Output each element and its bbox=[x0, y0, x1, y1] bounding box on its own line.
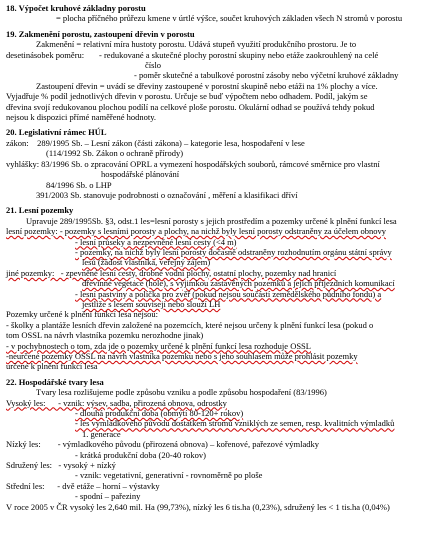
section-22-text: - vznik: vegetativní, generativní - rovnoměrně po ploše bbox=[75, 470, 263, 481]
section-21-text: - lesní pastviny a políčka pro zvěř (pokud nejsou součástí zemědělského půdního fondu) a bbox=[75, 288, 382, 299]
section-19-text: Zastoupení dřevin = uvádí se dřeviny zastoupené v porostní skupině nebo etáži na 1% plochy a více. bbox=[36, 80, 378, 91]
section-21-text: - v pochybnostech o tom, zda jde o pozemky určené k plnění funkcí lesa rozhoduje OSSL bbox=[6, 340, 311, 351]
section-22-text: Nízký les: - výmladkového původu (přirozená obnova) – kořenové, pařezové výmladky bbox=[6, 439, 319, 450]
section-21-text: lesů (žádost vlastníka, veřejný zájem) bbox=[82, 257, 211, 268]
section-19-text: Vyjadřuje % podíl jednotlivých dřevin v porostu. Určuje se buď výpočtem nebo odhadem. Podíl, jakým se bbox=[6, 91, 368, 102]
section-22-text: Vysoký les: - vznik: výsev, sadba, přirozená obnova, odrostky bbox=[6, 397, 227, 408]
section-22-text: Sdružený les: - vysoký + nízký bbox=[6, 460, 116, 471]
section-22-text: - dlouhá produkční doba (obmýtí 80-120+ rokov) bbox=[75, 408, 244, 419]
section-21-text: jiné pozemky: - zpevněné lesní cesty, drobné vodní plochy, ostatní plochy, pozemky nad hranicí bbox=[6, 267, 337, 278]
section-19-text: desetinásobek poměru: - redukované a skutečné plochy porostní skupiny nebo etáže zaokrouhlený na celé bbox=[6, 49, 379, 60]
section-22-text: 1. generace bbox=[82, 428, 121, 439]
section-21-text: jestliže s lesem souvisejí nebo slouží LH bbox=[82, 298, 221, 309]
section-19-text: - poměr skutečné a tabulkové porostní zásoby nebo výčetní kruhové základny bbox=[134, 70, 399, 81]
section-21-text: určené k plnění funkcí lesa bbox=[6, 361, 98, 372]
section-21-text: Pozemky určené k plnění funkcí lesa nejsou: bbox=[6, 309, 159, 320]
section-22-text: V roce 2005 v ČR vysoký les 2,640 mil. Ha (99,73%), nízký les 6 tis.ha (0,23%), sdružený les < 1 tis.ha (0,04%) bbox=[6, 501, 390, 512]
section-21-text: - školky a plantáže lesních dřevin založené na pozemcích, které nejsou určeny k plnění funkcí lesa (pokud o bbox=[6, 319, 374, 330]
section-19-text: Zakmenění = relativní míra hustoty porostu. Udává stupeň využití produkčního prostoru. Je to bbox=[36, 39, 357, 50]
section-19-text: číslo bbox=[145, 60, 162, 71]
section-22-title: 22. Hospodářské tvary lesa bbox=[6, 376, 104, 387]
section-21-text: lesní pozemky: - pozemky s lesními porosty a plochy, na nichž byly lesní porosty odstraněny za účelem obnovy bbox=[6, 226, 386, 237]
section-22-text: - krátká produkční doba (20-40 rokov) bbox=[75, 449, 207, 460]
section-20-text: vyhlášky: 83/1996 Sb. o zpracování OPRL a vymezení hospodářských souborů, rámcové směrnice pro vlastní bbox=[6, 158, 380, 169]
section-19-text: dřevina svojí redukovanou plochou podílí na celkové ploše porostu. Okulární odhad se používá tehdy pokud bbox=[6, 101, 375, 112]
section-21-text: -neurčené pozemky OSSL na návrh vlastníka pozemku nebo s jeho souhlasem může prohlásit pozemky bbox=[6, 351, 358, 361]
section-21-text: - pozemky, na nichž byly lesní porosty dočasně odstraněny rozhodnutím orgánu státní správy bbox=[75, 246, 392, 257]
section-22-text: Tvary lesa rozlišujeme podle způsobu vzniku a podle způsobu hospodaření (83/1996) bbox=[36, 387, 327, 398]
section-22-text: - les vymládkového původu dostatkem stromů vzniklých ze semen, resp. kvalitních výmladků bbox=[75, 418, 395, 429]
section-22-text: - spodní – pařeziny bbox=[75, 491, 141, 502]
section-20-text: zákon: 289/1995 Sb. – Lesní zákon (části zákona) – kategorie lesa, hospodaření v lese bbox=[6, 137, 305, 148]
section-21-title: 21. Lesní pozemky bbox=[6, 205, 74, 216]
section-21-text: dřevinné vegetace (hole), s výjimkou zastavěných pozemků a jejich příjezdních komunikací bbox=[82, 278, 395, 289]
section-21-text: Upravuje 289/1995Sb. §3, odst.1 les=lesní porosty s jejich prostředím a pozemky určené k plnění funkcí lesa bbox=[26, 215, 397, 226]
section-22-text: Střední les: - dvě etáže – horní – výstavky bbox=[6, 480, 160, 491]
section-20-text: (114/1992 Sb. Zákon o ochraně přírody) bbox=[46, 148, 184, 159]
section-18-title: 18. Výpočet kruhové základny porostu bbox=[6, 3, 146, 13]
section-19-text: nejsou k dispozici přímé naměřené hodnoty. bbox=[6, 112, 157, 123]
section-21-text: tom OSSL na návrh vlastníka pozemku nerozhodne jinak) bbox=[6, 330, 204, 341]
section-18-text: = plocha příčného průřezu kmene v úrtlé výšce, součet kruhových základen všech N stromů v porostu bbox=[56, 13, 403, 24]
section-21-text: - lesní průseky a nezpevněné lesní cesty (<4 m) bbox=[75, 236, 237, 247]
section-20-title: 20. Legislativní rámec HÚL bbox=[6, 127, 107, 138]
section-19-title: 19. Zakmenění porostu, zastoupení dřevin v porostu bbox=[6, 28, 195, 39]
section-20-text: 84/1996 Sb. o LHP bbox=[46, 179, 112, 190]
section-20-text: 391/2003 Sb. stanovuje podrobnosti o označování , měření a klasifikaci dříví bbox=[36, 189, 298, 200]
section-20-text: hospodářské plánování bbox=[101, 169, 180, 180]
